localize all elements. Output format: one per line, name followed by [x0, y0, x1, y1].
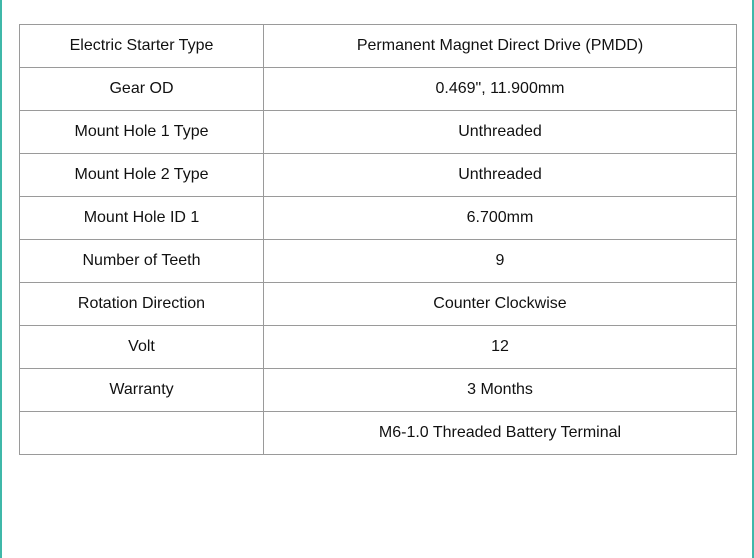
spec-key	[20, 412, 264, 455]
spec-value: Unthreaded	[264, 154, 737, 197]
table-row	[20, 412, 737, 455]
table-row	[20, 369, 737, 412]
table-row	[20, 25, 737, 68]
spec-key: Rotation Direction	[20, 283, 264, 326]
spec-key: Mount Hole ID 1	[20, 197, 264, 240]
spec-key: Mount Hole 2 Type	[20, 154, 264, 197]
spec-value: Permanent Magnet Direct Drive (PMDD)	[264, 25, 737, 68]
spec-value: 12	[264, 326, 737, 369]
spec-key: Mount Hole 1 Type	[20, 111, 264, 154]
spec-value: 3 Months	[264, 369, 737, 412]
spec-key: Warranty	[20, 369, 264, 412]
table-row	[20, 197, 737, 240]
spec-value: 9	[264, 240, 737, 283]
spec-value: Unthreaded	[264, 111, 737, 154]
table-row	[20, 111, 737, 154]
spec-value: 0.469", 11.900mm	[264, 68, 737, 111]
spec-key: Gear OD	[20, 68, 264, 111]
table-row	[20, 283, 737, 326]
spec-key: Number of Teeth	[20, 240, 264, 283]
table-row	[20, 154, 737, 197]
table-row	[20, 326, 737, 369]
spec-key: Volt	[20, 326, 264, 369]
specifications-table	[19, 24, 737, 455]
panel-left-border	[0, 0, 2, 558]
spec-value: M6-1.0 Threaded Battery Terminal	[264, 412, 737, 455]
table-row	[20, 240, 737, 283]
spec-value: Counter Clockwise	[264, 283, 737, 326]
spec-value: 6.700mm	[264, 197, 737, 240]
spec-key: Electric Starter Type	[20, 25, 264, 68]
table-row	[20, 68, 737, 111]
